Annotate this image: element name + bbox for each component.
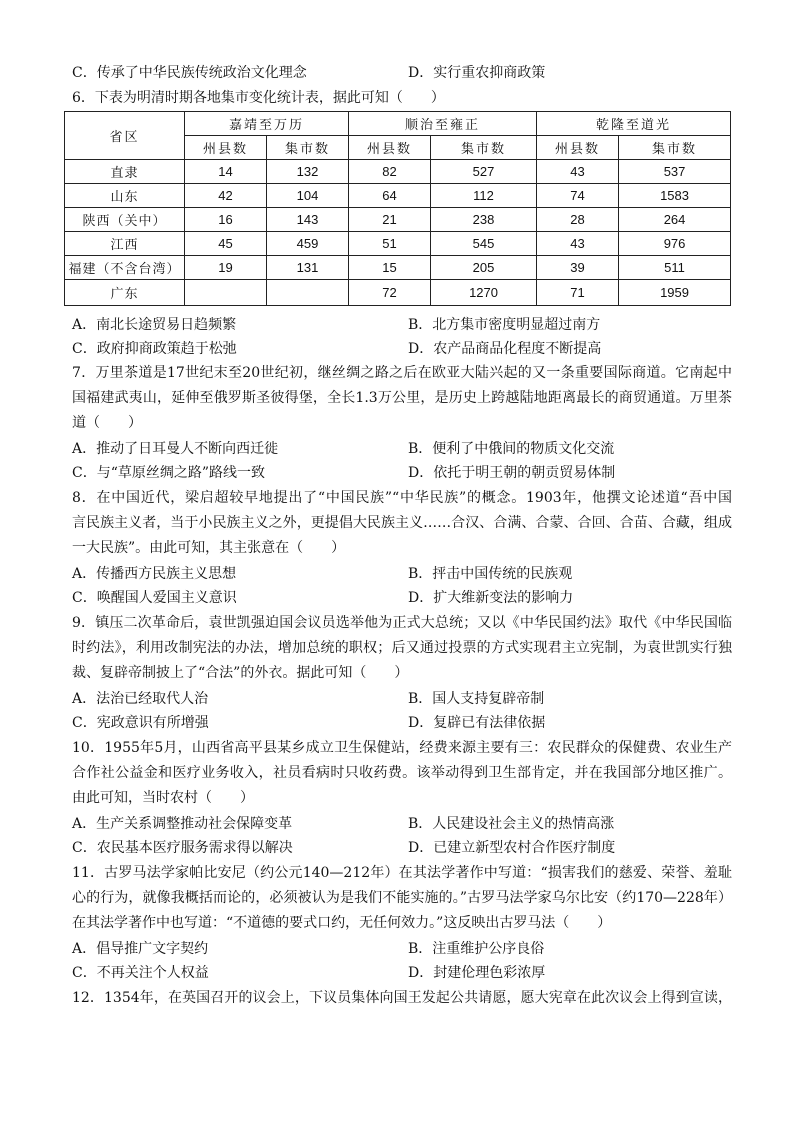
subheader-cell: 集市数 bbox=[431, 136, 537, 160]
data-cell: 1270 bbox=[431, 280, 537, 306]
q5-options-cd bbox=[72, 61, 732, 85]
q9-stem-line: 时约法》，利用改制宪法的办法，增加总统的职权；后又通过投票的方式实现君主立宪制，为袁世凯实行独 bbox=[72, 640, 732, 656]
data-cell: 28 bbox=[537, 208, 619, 232]
q10-options-cd bbox=[72, 836, 732, 860]
q8-option-c[interactable]: C．唤醒国人爱国主义意识 bbox=[72, 590, 237, 606]
region-cell: 山东 bbox=[65, 184, 185, 208]
period-header: 乾隆至道光 bbox=[537, 112, 731, 136]
q11-options-cd bbox=[72, 961, 732, 985]
q6-options-ab bbox=[72, 313, 732, 337]
region-cell: 福建（不含台湾） bbox=[65, 256, 185, 280]
q7-option-d[interactable]: D．依托于明王朝的朝贡贸易体制 bbox=[408, 465, 616, 481]
region-cell: 直隶 bbox=[65, 160, 185, 184]
data-cell bbox=[185, 280, 267, 306]
q7-stem-line: 道（ ） bbox=[72, 415, 142, 431]
data-cell: 104 bbox=[267, 184, 349, 208]
q9-option-d[interactable]: D．复辟已有法律依据 bbox=[408, 715, 546, 731]
data-cell: 51 bbox=[349, 232, 431, 256]
data-cell: 45 bbox=[185, 232, 267, 256]
q5-option-d[interactable]: D．实行重农抑商政策 bbox=[408, 65, 546, 81]
q8-stem-line: 8．在中国近代，梁启超较早地提出了“中国民族”“中华民族”的概念。1903年，他撰文论述道“吾中国 bbox=[72, 490, 732, 506]
data-cell: 64 bbox=[349, 184, 431, 208]
region-cell: 陕西（关中） bbox=[65, 208, 185, 232]
q7-option-c[interactable]: C．与“草原丝绸之路”路线一致 bbox=[72, 465, 266, 481]
table-row bbox=[65, 280, 731, 306]
q7-stem-line: 7．万里茶道是17世纪末至20世纪初，继丝绸之路之后在欧亚大陆兴起的又一条重要国际商道。它南起中 bbox=[72, 365, 732, 381]
q11-option-b[interactable]: B．注重维护公序良俗 bbox=[408, 941, 545, 957]
q9-stem-line: 裁、复辟帝制披上了“合法”的外衣。据此可知（ ） bbox=[72, 665, 409, 681]
q6-options-cd bbox=[72, 337, 732, 361]
data-cell: 39 bbox=[537, 256, 619, 280]
data-cell: 511 bbox=[619, 256, 731, 280]
q8-options-ab bbox=[72, 562, 732, 586]
q8-option-d[interactable]: D．扩大维新变法的影响力 bbox=[408, 590, 574, 606]
data-cell: 16 bbox=[185, 208, 267, 232]
q6-option-c[interactable]: C．政府抑商政策趋于松弛 bbox=[72, 341, 237, 357]
table-row bbox=[65, 160, 731, 184]
table-row bbox=[65, 184, 731, 208]
subheader-cell: 州县数 bbox=[185, 136, 267, 160]
data-cell: 71 bbox=[537, 280, 619, 306]
table-row bbox=[65, 232, 731, 256]
q10-options-ab bbox=[72, 812, 732, 836]
data-cell: 545 bbox=[431, 232, 537, 256]
data-cell: 264 bbox=[619, 208, 731, 232]
q12-stem-line: 12．1354年，在英国召开的议会上，下议员集体向国王发起公共请愿，愿大宪章在此次议会上得到宣读， bbox=[72, 990, 732, 1006]
q9-option-c[interactable]: C．宪政意识有所增强 bbox=[72, 715, 209, 731]
subheader-cell: 集市数 bbox=[267, 136, 349, 160]
region-cell: 广东 bbox=[65, 280, 185, 306]
period-header: 嘉靖至万历 bbox=[185, 112, 349, 136]
data-cell bbox=[267, 280, 349, 306]
period-header: 顺治至雍正 bbox=[349, 112, 537, 136]
q5-option-c[interactable]: C．传承了中华民族传统政治文化理念 bbox=[72, 65, 307, 81]
q11-option-a[interactable]: A．倡导推广文字契约 bbox=[72, 941, 209, 957]
q10-option-a[interactable]: A．生产关系调整推动社会保障变革 bbox=[72, 816, 293, 832]
data-cell: 43 bbox=[537, 232, 619, 256]
data-cell: 527 bbox=[431, 160, 537, 184]
q10-stem-line: 10．1955年5月，山西省高平县某乡成立卫生保健站，经费来源主要有三：农民群众的保健费、农业生产 bbox=[72, 740, 732, 756]
data-cell: 1583 bbox=[619, 184, 731, 208]
q11-stem-line: 心的行为，就像我概括而论的，必须被认为是我们不能实施的。”古罗马法学家乌尔比安（约170—228年） bbox=[72, 890, 732, 906]
data-cell: 74 bbox=[537, 184, 619, 208]
q10-option-d[interactable]: D．已建立新型农村合作医疗制度 bbox=[408, 840, 616, 856]
q8-option-a[interactable]: A．传播西方民族主义思想 bbox=[72, 566, 237, 582]
q6-stem: 6．下表为明清时期各地集市变化统计表，据此可知（ ） bbox=[72, 90, 445, 106]
region-cell: 江西 bbox=[65, 232, 185, 256]
q7-options-ab bbox=[72, 437, 732, 461]
data-cell: 19 bbox=[185, 256, 267, 280]
data-cell: 21 bbox=[349, 208, 431, 232]
data-cell: 42 bbox=[185, 184, 267, 208]
data-cell: 14 bbox=[185, 160, 267, 184]
q10-stem-line: 由此可知，当时农村（ ） bbox=[72, 790, 254, 806]
data-cell: 131 bbox=[267, 256, 349, 280]
table-row bbox=[65, 256, 731, 280]
subheader-cell: 州县数 bbox=[537, 136, 619, 160]
table-header-row bbox=[65, 112, 731, 136]
data-cell: 43 bbox=[537, 160, 619, 184]
market-statistics-table bbox=[64, 111, 731, 306]
table-row bbox=[65, 208, 731, 232]
q10-stem-line: 合作社公益金和医疗业务收入，社员看病时只收药费。该举动得到卫生部肯定，并在我国部分地区推广。 bbox=[72, 765, 732, 781]
q6-option-b[interactable]: B．北方集市密度明显超过南方 bbox=[408, 317, 601, 333]
q9-options-cd bbox=[72, 711, 732, 735]
q7-option-b[interactable]: B．便利了中俄间的物质文化交流 bbox=[408, 441, 615, 457]
data-cell: 238 bbox=[431, 208, 537, 232]
data-cell: 15 bbox=[349, 256, 431, 280]
data-cell: 459 bbox=[267, 232, 349, 256]
q11-stem-line: 在其法学著作中也写道：“不道德的要式口约，无任何效力。”这反映出古罗马法（ ） bbox=[72, 915, 612, 931]
q8-option-b[interactable]: B．抨击中国传统的民族观 bbox=[408, 566, 573, 582]
table-corner-header: 省区 bbox=[65, 112, 185, 160]
data-cell: 537 bbox=[619, 160, 731, 184]
subheader-cell: 集市数 bbox=[619, 136, 731, 160]
q8-stem-line: 言民族主义者，当于小民族主义之外，更提倡大民族主义……合汉、合满、合蒙、合回、合苗、合藏，组成 bbox=[72, 515, 732, 531]
q7-option-a[interactable]: A．推动了日耳曼人不断向西迁徙 bbox=[72, 441, 279, 457]
q10-option-c[interactable]: C．农民基本医疗服务需求得以解决 bbox=[72, 840, 293, 856]
q8-stem-line: 一大民族”。由此可知，其主张意在（ ） bbox=[72, 540, 346, 556]
q9-options-ab bbox=[72, 687, 732, 711]
data-cell: 205 bbox=[431, 256, 537, 280]
subheader-cell: 州县数 bbox=[349, 136, 431, 160]
data-cell: 143 bbox=[267, 208, 349, 232]
q11-option-c[interactable]: C．不再关注个人权益 bbox=[72, 965, 209, 981]
q10-option-b[interactable]: B．人民建设社会主义的热情高涨 bbox=[408, 816, 615, 832]
q11-options-ab bbox=[72, 937, 732, 961]
q11-option-d[interactable]: D．封建伦理色彩浓厚 bbox=[408, 965, 546, 981]
q8-options-cd bbox=[72, 586, 732, 610]
data-cell: 82 bbox=[349, 160, 431, 184]
q6-option-d[interactable]: D．农产品商品化程度不断提高 bbox=[408, 341, 602, 357]
data-cell: 1959 bbox=[619, 280, 731, 306]
q6-option-a[interactable]: A．南北长途贸易日趋频繁 bbox=[72, 317, 237, 333]
q9-option-b[interactable]: B．国人支持复辟帝制 bbox=[408, 691, 545, 707]
q7-options-cd bbox=[72, 461, 732, 485]
q9-stem-line: 9．镇压二次革命后，袁世凯强迫国会议员选举他为正式大总统；又以《中华民国约法》取代《中华民国临 bbox=[72, 615, 732, 631]
data-cell: 132 bbox=[267, 160, 349, 184]
q7-stem-line: 国福建武夷山，延伸至俄罗斯圣彼得堡，全长1.3万公里，是历史上跨越陆地距离最长的商贸通道。万里茶 bbox=[72, 390, 732, 406]
data-cell: 976 bbox=[619, 232, 731, 256]
q11-stem-line: 11．古罗马法学家帕比安尼（约公元140—212年）在其法学著作中写道：“损害我们的慈爱、荣誉、羞耻 bbox=[72, 865, 732, 881]
data-cell: 112 bbox=[431, 184, 537, 208]
data-cell: 72 bbox=[349, 280, 431, 306]
q9-option-a[interactable]: A．法治已经取代人治 bbox=[72, 691, 209, 707]
